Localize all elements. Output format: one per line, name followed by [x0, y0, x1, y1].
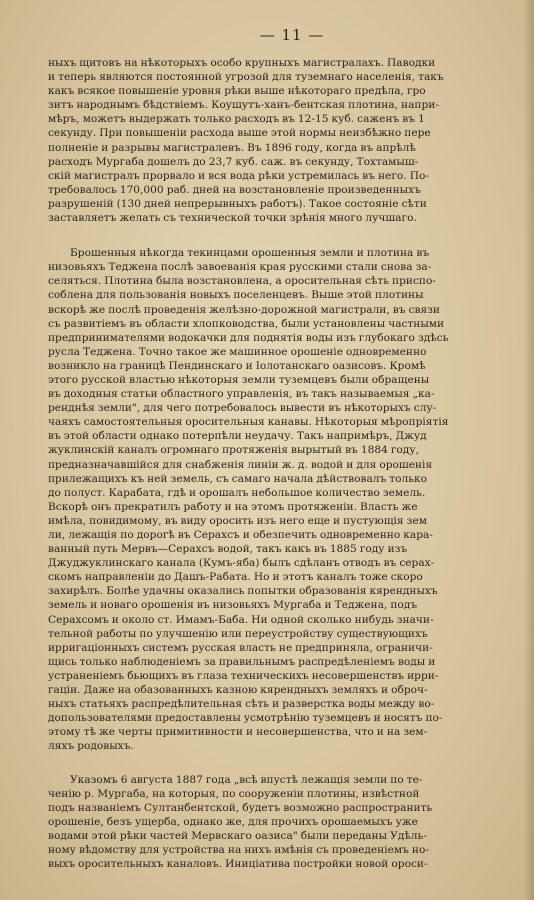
text-line: земель и новаго орошенія въ низовьяхъ Мургаба и Теджена, подъ [48, 599, 418, 612]
text-line: русла Теджена. Точно такое же машинное орошеніе одновременно [48, 345, 427, 358]
text-line: допользователями предоставлены усмотрѣнію туземцевъ и носятъ по- [48, 712, 443, 725]
text-line: ченію р. Мургаба, на которыя, по сооруженіи плотины, извѣстной [48, 787, 420, 800]
text-line: Серахсомъ и около ст. Имамъ-Баба. Ни одной сколько нибудь значи- [48, 613, 434, 626]
text-line: тельной работы по улучшенію или переустройству существующихъ [48, 627, 428, 640]
text-line: ляхъ родовыхъ. [48, 740, 134, 753]
text-line: соблена для пользованія новыхъ поселенцевъ. Выше этой плотины [48, 289, 424, 302]
text-line: и теперь являются постоянной угрозой для туземнаго населенія, такъ [48, 71, 444, 84]
text-line: секунду. При повышеніи расхода выше этой нормы неизбѣжно пере [48, 127, 431, 140]
text-line: водами этой рѣки частей Мервскаго оазиса" были переданы Удѣль- [48, 829, 427, 842]
text-line: до полуст. Карабата, гдѣ и орошалъ небольшое количество земель. [48, 486, 426, 499]
text-line: низовьяхъ Теджена послѣ завоеванія края русскими стали снова за- [48, 261, 432, 274]
text-line: полненіе и разрывы магистралевъ. Въ 1896 году, когда въ апрѣлѣ [48, 141, 416, 154]
text-line: селяться. Плотина была возстановлена, а оросительная сѣть приспо- [48, 275, 436, 288]
text-line: ренднѣя земли", для чего потребовалось вывести въ нѣкоторыхъ слу- [48, 402, 437, 415]
text-line: съ развитіемъ въ области хлопководства, были установлены частными [48, 317, 445, 330]
text-line: имѣла, повидимому, въ виду оросить изъ него еще и пустующія зем [48, 514, 427, 527]
text-line: жуклинскій каналъ огромнаго протяженія вырытый въ 1884 году, [48, 444, 419, 457]
text-line: подъ названіемъ Султанбентской, будетъ возможно распространить [48, 801, 433, 814]
page-number: — 11 — [259, 26, 325, 44]
text-line: ванный путь Мервъ—Серахсъ водой, такъ какъ въ 1885 году изъ [48, 543, 408, 556]
text-line: скомъ направленіи до Дашъ-Рабата. Но и этотъ каналъ тоже скоро [48, 571, 423, 584]
text-line: ирригаціонныхъ системъ русская власть не предприняла, ограничи- [48, 641, 433, 654]
text-line: ному вѣдомству для устройства на нихъ имѣнія съ проведеніемъ но- [48, 843, 429, 856]
text-line: предназначавшійся для снабженія линіи ж. д. водой и для орошенія [48, 458, 433, 471]
text-line: Указомъ 6 августа 1887 года „всѣ впустѣ лежащія земли по те- [70, 773, 423, 786]
text-line: Вскорѣ онъ прекратилъ работу и на этомъ протяженіи. Власть же [48, 500, 418, 513]
paragraph-1 [48, 56, 506, 225]
text-line: скій магистралъ прорвало и вся вода рѣки устремилась въ него. По- [48, 169, 429, 182]
text-line: устраненіемъ бьющихъ въ глаза техническихъ несовершенствъ ирри- [48, 669, 439, 682]
text-line: заставляетъ желать съ технической точки зрѣнія много лучшаго. [48, 212, 417, 225]
text-line: требовалось 170,000 раб. дней на возстановленіе произведенныхъ [48, 183, 421, 196]
text-line: предпринимателями водокачки для поднятія воды изъ глубокаго здѣсь [48, 331, 449, 344]
text-line: прилежащихъ къ ней земель, съ самаго начала дѣйствовалъ только [48, 472, 428, 485]
text-line: орошеніе, безъ ущерба, однако же, для прочихъ орошаемыхъ уже [48, 815, 418, 828]
paragraph-3 [48, 773, 506, 872]
text-line: ныхъ щитовъ на нѣкоторыхъ особо крупныхъ магистралахъ. Паводки [48, 57, 436, 69]
text-line: захирѣлъ. Болѣе удачны оказались попытки образованія кярендныхъ [48, 585, 438, 598]
text-line: этого русской властью нѣкоторыя земли туземцевъ были обращены [48, 373, 430, 386]
text-line: зитъ народнымъ бѣдствіемъ. Коушутъ-ханъ-бентская плотина, напри- [48, 99, 439, 112]
text-line: мѣръ, можетъ выдержать только расходъ въ 12-15 куб. саженъ въ 1 [48, 113, 425, 126]
text-line: въ этой области однако потерпѣли неудачу. Такъ напримѣръ, Джуд [48, 430, 427, 443]
text-line: въ доходныя статьи областного управленія, въ такъ называемыя „ка- [48, 388, 435, 401]
text-line: какъ всякое повышеніе уровня рѣки выше нѣкотораго предѣла, гро [48, 85, 426, 98]
text-line: разрушеній (130 дней непрерывныхъ работъ). Такое состояніе сѣти [48, 197, 427, 210]
text-line: гаціи. Даже на обазованныхъ казною кярендныхъ земляхъ и оброч- [48, 684, 428, 697]
text-line: расходъ Мургаба дошелъ до 23,7 куб. саж. въ секунду, Тохтамыш- [48, 155, 419, 168]
text-line: этому тѣ же черты примитивности и несовершенства, что и на зем- [48, 726, 428, 739]
paragraph-2 [48, 246, 506, 753]
text-line: Брошенныя нѣкогда текинцами орошенныя земли и плотина въ [70, 247, 430, 260]
text-line: возникло на границѣ Пендинскаго и Іолотанскаго оазисовъ. Кромѣ [48, 359, 426, 372]
text-line: ли, лежащія по дорогѣ въ Серахсъ и обезпечить одновременно кара- [48, 529, 433, 541]
text-line: вскорѣ же послѣ проведенія желѣзно-дорожной магистрали, въ связи [48, 303, 440, 316]
text-line: щись только наблюденіемъ за правильнымъ распредѣленіемъ воды и [48, 655, 436, 668]
text-line: Джуджуклинскаго канала (Кумъ-яба) былъ сдѣланъ отводъ въ серах- [48, 557, 435, 570]
text-line: выхъ оросительныхъ каналовъ. Иниціатива постройки новой ороси- [48, 858, 428, 871]
text-line: чаяхъ самостоятельныя оросительныя канавы. Нѣкоторыя мѣропріятія [48, 416, 449, 429]
text-line: ныхъ статьяхъ распредѣлительная сѣть и разверстка воды между во- [48, 698, 435, 711]
page-edge-shadow [524, 0, 534, 900]
